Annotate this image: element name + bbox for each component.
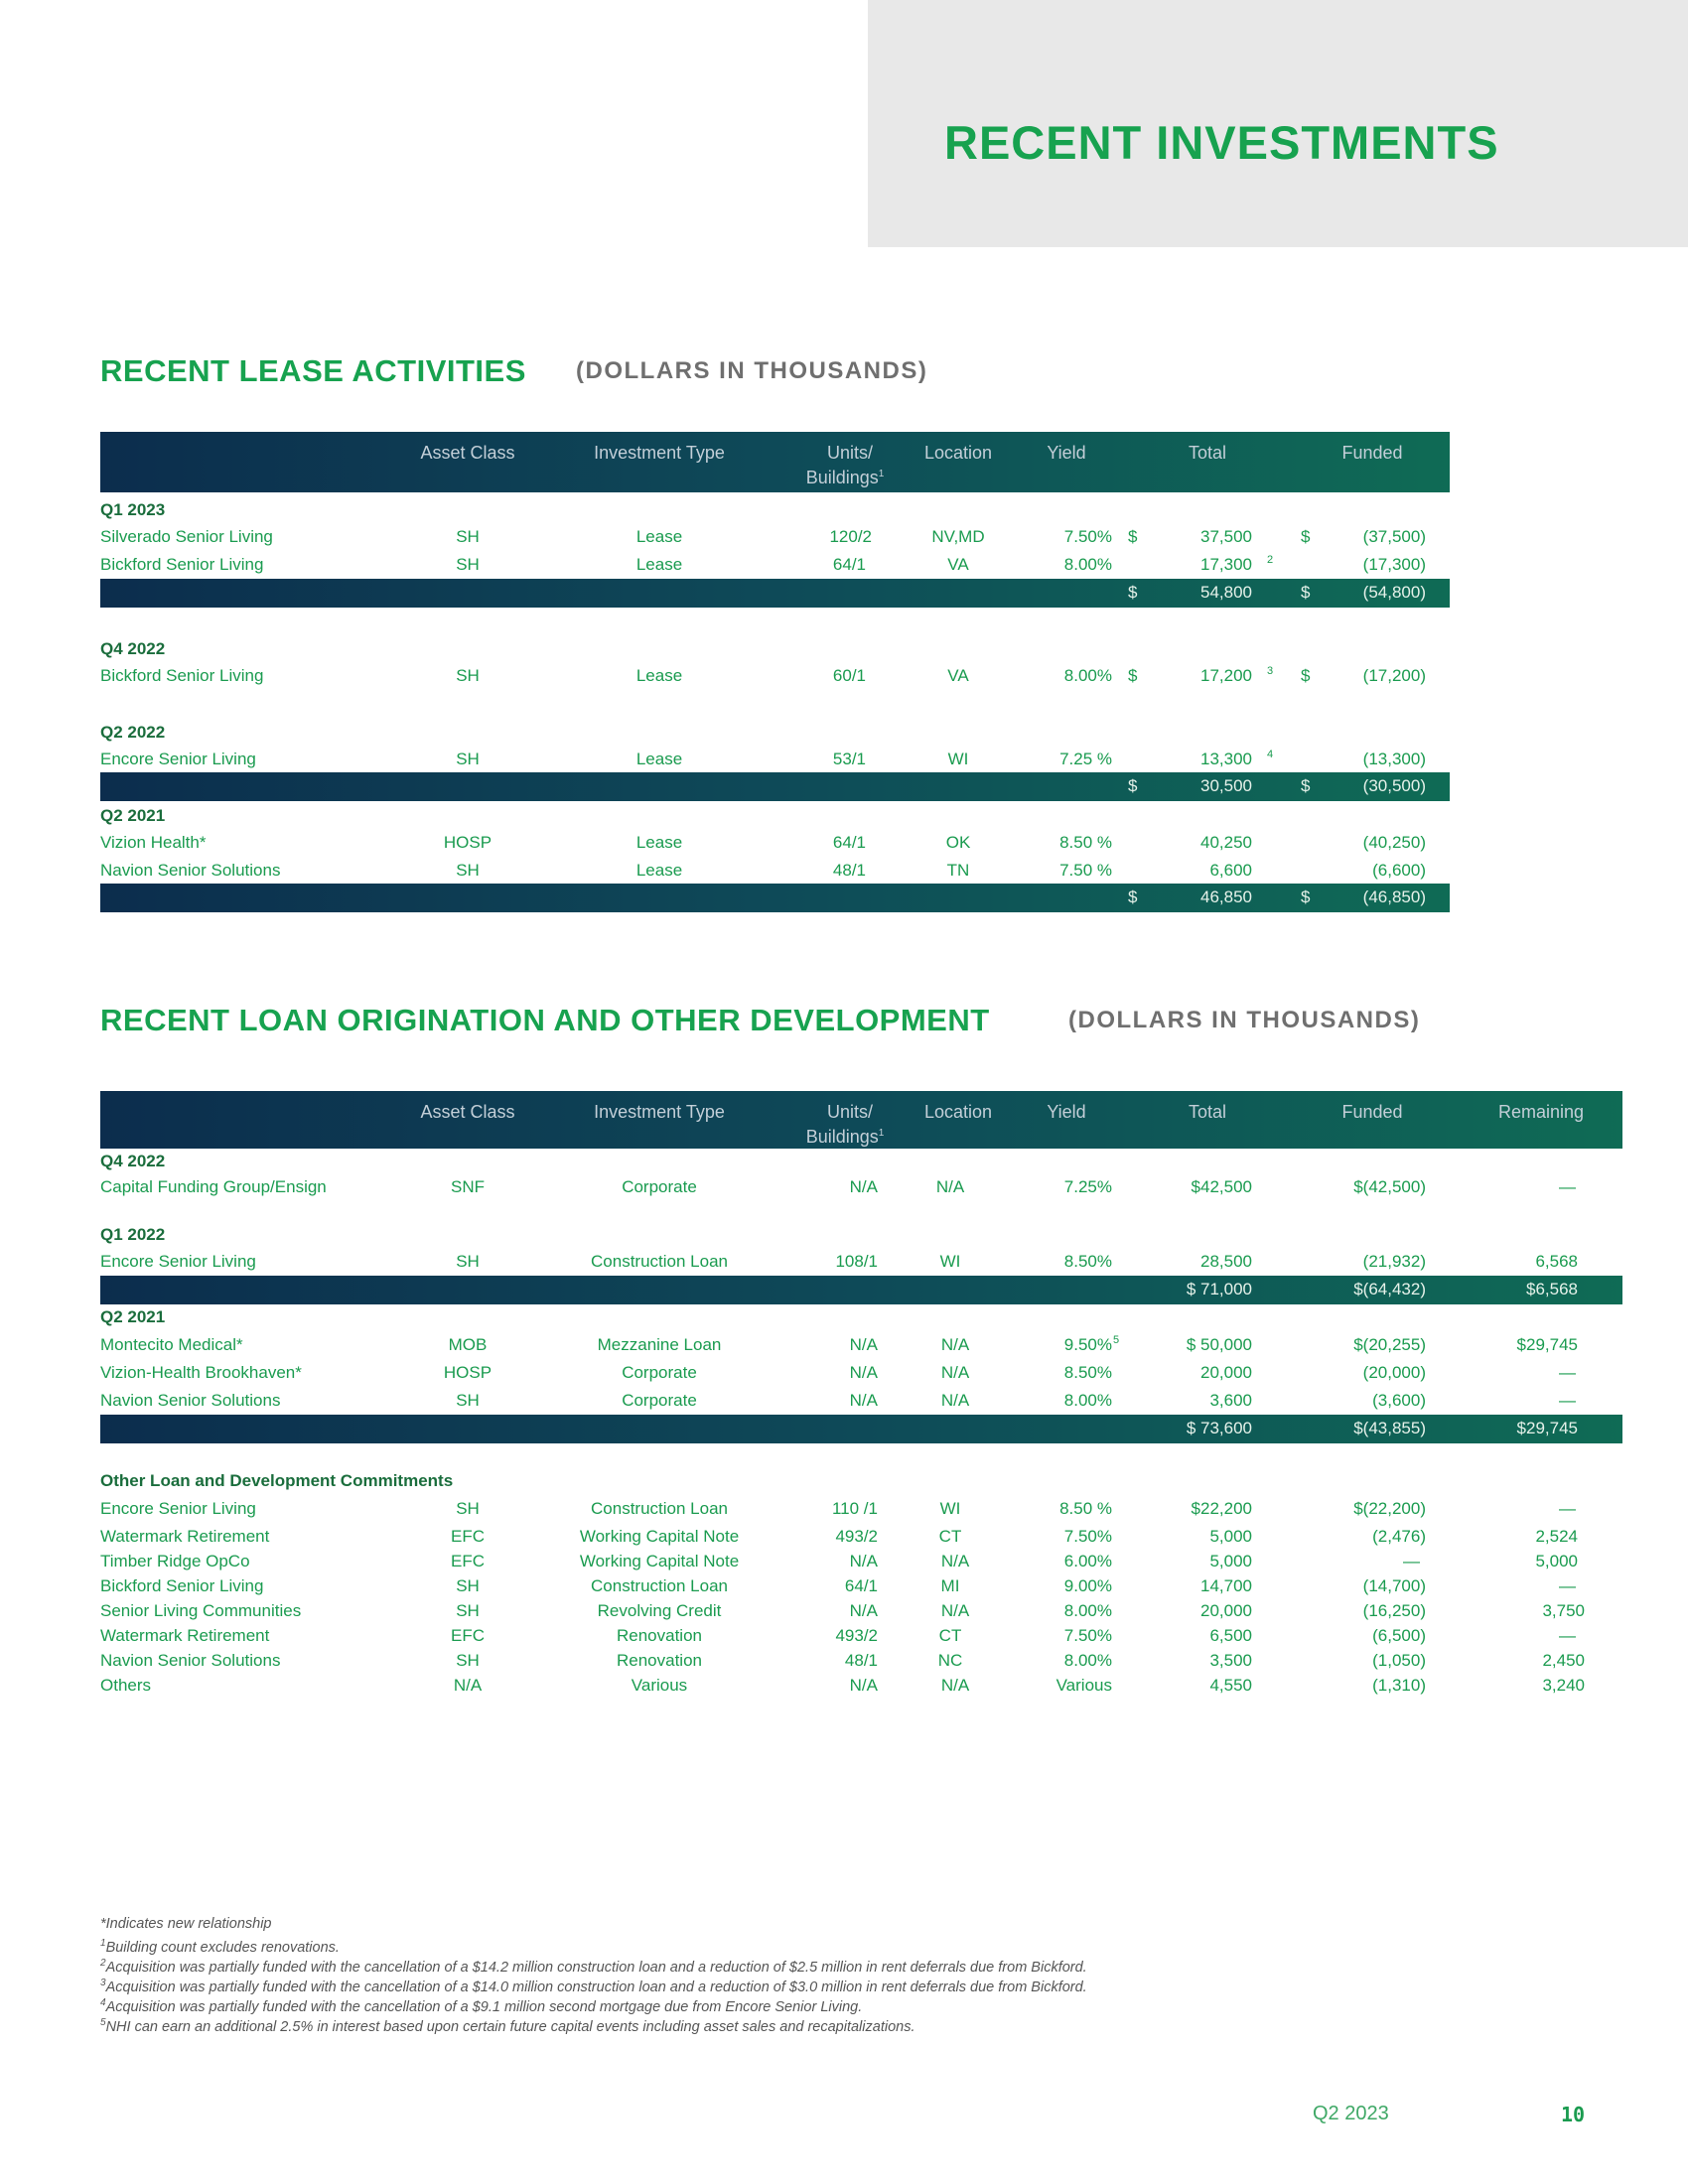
yield: 8.50 % xyxy=(1059,833,1112,852)
remaining: — xyxy=(1559,1626,1576,1645)
location: VA xyxy=(947,666,969,685)
yield: 8.00% xyxy=(1063,1601,1112,1620)
col-buildings: Buildings$^1$ xyxy=(805,1127,885,1147)
units: 493/2 xyxy=(835,1527,878,1546)
group-label: Q4 2022 xyxy=(100,1152,166,1170)
yield: Various xyxy=(1055,1676,1112,1695)
investment-type: Renovation xyxy=(616,1626,703,1645)
yield: 8.00% xyxy=(1063,666,1112,685)
group-label: Q1 2023 xyxy=(100,500,166,519)
company-name: Capital Funding Group/Ensign xyxy=(100,1177,327,1196)
company-name: Senior Living Communities xyxy=(100,1601,302,1620)
location: N/A xyxy=(940,1335,970,1354)
investment-type: Lease xyxy=(635,861,683,880)
funded-currency: $ xyxy=(1301,666,1311,685)
investment-type: Lease xyxy=(635,750,683,768)
subtotal-funded-currency: $ xyxy=(1301,583,1311,602)
subtotal-funded: $(64,432) xyxy=(1353,1280,1426,1298)
investment-type: Lease xyxy=(635,555,683,574)
yield: 7.50 % xyxy=(1059,861,1112,880)
asset-class: MOB xyxy=(448,1335,488,1354)
units: 120/2 xyxy=(829,527,872,546)
col-yield: Yield xyxy=(1047,1102,1086,1122)
asset-class: SH xyxy=(456,1601,480,1620)
total: 3,500 xyxy=(1209,1651,1252,1670)
yield: 9.00% xyxy=(1063,1576,1112,1595)
asset-class: EFC xyxy=(451,1626,485,1645)
lease-section-subtitle: (DOLLARS IN THOUSANDS) xyxy=(576,357,928,384)
remaining: 3,240 xyxy=(1542,1676,1585,1695)
funded: (2,476) xyxy=(1372,1527,1426,1546)
location: WI xyxy=(947,750,969,768)
units: 53/1 xyxy=(832,750,866,768)
remaining: — xyxy=(1559,1391,1576,1410)
total: 17,200 xyxy=(1200,666,1252,685)
total: 6,500 xyxy=(1209,1626,1252,1645)
company-name: Bickford Senior Living xyxy=(100,555,264,574)
subtotal-row xyxy=(100,772,1450,801)
yield: 8.00% xyxy=(1063,1391,1112,1410)
yield: 8.50% xyxy=(1063,1252,1112,1271)
location: N/A xyxy=(935,1177,965,1196)
subtotal-funded-currency: $ xyxy=(1301,776,1311,795)
subtotal-funded: (30,500) xyxy=(1362,776,1426,795)
company-name: Vizion Health* xyxy=(100,833,207,852)
location: N/A xyxy=(940,1391,970,1410)
yield: 7.50% xyxy=(1063,1527,1112,1546)
loan-section-title: RECENT LOAN ORIGINATION AND OTHER DEVELOPMENT xyxy=(100,1003,990,1037)
company-name: Bickford Senior Living xyxy=(100,1576,264,1595)
location: N/A xyxy=(940,1363,970,1382)
footnote: *Indicates new relationship xyxy=(100,1916,272,1932)
subtotal-funded-currency: $ xyxy=(1301,887,1311,906)
footnote: $^2$Acquisition was partially funded with the cancellation of a $14.2 million construction loan and a reduction of $2.5 million in rent deferrals due from Bickford. xyxy=(100,1958,1087,1976)
investment-type: Corporate xyxy=(622,1363,697,1382)
location: TN xyxy=(946,861,970,880)
yield: 6.00% xyxy=(1063,1552,1112,1570)
group-label: Other Loan and Development Commitments xyxy=(100,1471,454,1490)
location: WI xyxy=(939,1252,961,1271)
funded: (16,250) xyxy=(1362,1601,1426,1620)
location: VA xyxy=(947,555,969,574)
yield: 7.50% xyxy=(1063,527,1112,546)
funded: (13,300) xyxy=(1362,750,1426,768)
yield: 8.00% xyxy=(1063,1651,1112,1670)
page-number: 10 xyxy=(1561,2103,1586,2126)
company-name: Navion Senior Solutions xyxy=(100,861,281,880)
total: 5,000 xyxy=(1209,1552,1252,1570)
company-name: Silverado Senior Living xyxy=(100,527,273,546)
total: 6,600 xyxy=(1209,861,1252,880)
funded: (37,500) xyxy=(1362,527,1426,546)
group-label: Q2 2022 xyxy=(100,723,166,742)
group-label: Q2 2021 xyxy=(100,806,166,825)
investment-type: Lease xyxy=(635,527,683,546)
funded: (6,500) xyxy=(1372,1626,1426,1645)
col-buildings: Buildings$^1$ xyxy=(805,468,885,487)
footnote-mark: 5 xyxy=(1113,1334,1120,1346)
footnote-mark: 2 xyxy=(1267,554,1274,566)
col-asset-class: Asset Class xyxy=(420,443,515,463)
location: CT xyxy=(938,1527,962,1546)
company-name: Encore Senior Living xyxy=(100,750,256,768)
funded: (3,600) xyxy=(1372,1391,1426,1410)
asset-class: SH xyxy=(456,1651,480,1670)
total: 28,500 xyxy=(1200,1252,1252,1271)
units: N/A xyxy=(849,1391,878,1410)
footnote: $^5$NHI can earn an additional 2.5% in interest based upon certain future capital events including asset sales and recapitalizations. xyxy=(100,2017,915,2035)
funded: (17,300) xyxy=(1362,555,1426,574)
investment-type: Corporate xyxy=(622,1391,697,1410)
investment-type: Mezzanine Loan xyxy=(597,1335,722,1354)
remaining: 3,750 xyxy=(1542,1601,1585,1620)
subtotal-remaining: $29,745 xyxy=(1516,1419,1578,1437)
loan-section-subtitle: (DOLLARS IN THOUSANDS) xyxy=(1068,1007,1421,1033)
total-currency: $ xyxy=(1128,666,1138,685)
funded: (21,932) xyxy=(1362,1252,1426,1271)
location: NC xyxy=(937,1651,963,1670)
units: N/A xyxy=(849,1335,878,1354)
remaining: 5,000 xyxy=(1535,1552,1578,1570)
group-label: Q2 2021 xyxy=(100,1307,166,1326)
funded: (17,200) xyxy=(1362,666,1426,685)
total: $ 50,000 xyxy=(1186,1335,1252,1354)
remaining: — xyxy=(1559,1499,1576,1518)
footnote: $^4$Acquisition was partially funded with the cancellation of a $9.1 million second mortgage due from Encore Senior Living. xyxy=(100,1997,863,2015)
company-name: Montecito Medical* xyxy=(100,1335,243,1354)
subtotal-funded: (54,800) xyxy=(1362,583,1426,602)
yield: 8.00% xyxy=(1063,555,1112,574)
col-units: Units/ xyxy=(826,1102,874,1122)
asset-class: SNF xyxy=(451,1177,485,1196)
total: 40,250 xyxy=(1200,833,1252,852)
funded: (1,050) xyxy=(1372,1651,1426,1670)
asset-class: SH xyxy=(456,861,480,880)
remaining: 2,524 xyxy=(1535,1527,1578,1546)
company-name: Encore Senior Living xyxy=(100,1499,256,1518)
subtotal-row xyxy=(100,884,1450,912)
yield: 7.25% xyxy=(1063,1177,1112,1196)
subtotal-row xyxy=(100,1276,1622,1304)
funded: (40,250) xyxy=(1362,833,1426,852)
funded: $(22,200) xyxy=(1353,1499,1426,1518)
units: 48/1 xyxy=(844,1651,878,1670)
col-funded: Funded xyxy=(1341,443,1403,463)
investment-type: Corporate xyxy=(622,1177,697,1196)
units: N/A xyxy=(849,1601,878,1620)
col-total: Total xyxy=(1188,1102,1227,1122)
funded: $(20,255) xyxy=(1353,1335,1426,1354)
investment-type: Construction Loan xyxy=(591,1576,728,1595)
funded: — xyxy=(1403,1552,1420,1570)
lease-section-title: RECENT LEASE ACTIVITIES xyxy=(100,353,526,388)
units: 48/1 xyxy=(832,861,866,880)
units: 64/1 xyxy=(844,1576,878,1595)
total-currency: $ xyxy=(1128,527,1138,546)
funded: (6,600) xyxy=(1372,861,1426,880)
subtotal-remaining: $6,568 xyxy=(1526,1280,1578,1298)
company-name: Navion Senior Solutions xyxy=(100,1391,281,1410)
subtotal-total: $ 73,600 xyxy=(1186,1419,1252,1437)
investment-type: Various xyxy=(631,1676,688,1695)
group-label: Q1 2022 xyxy=(100,1225,166,1244)
subtotal-row xyxy=(100,579,1450,608)
remaining: — xyxy=(1559,1363,1576,1382)
total: 14,700 xyxy=(1200,1576,1252,1595)
col-asset-class: Asset Class xyxy=(420,1102,515,1122)
subtotal-total: 54,800 xyxy=(1200,583,1252,602)
total: 17,300 xyxy=(1200,555,1252,574)
asset-class: HOSP xyxy=(443,1363,492,1382)
location: OK xyxy=(945,833,971,852)
col-yield: Yield xyxy=(1047,443,1086,463)
units: N/A xyxy=(849,1676,878,1695)
page-title: RECENT INVESTMENTS xyxy=(944,116,1499,169)
total: 20,000 xyxy=(1200,1601,1252,1620)
company-name: Bickford Senior Living xyxy=(100,666,264,685)
location: NV,MD xyxy=(931,527,985,546)
investment-type: Construction Loan xyxy=(591,1252,728,1271)
company-name: Encore Senior Living xyxy=(100,1252,256,1271)
location: N/A xyxy=(940,1676,970,1695)
investment-type: Construction Loan xyxy=(591,1499,728,1518)
subtotal-total-currency: $ xyxy=(1128,887,1138,906)
units: N/A xyxy=(849,1552,878,1570)
asset-class: EFC xyxy=(451,1552,485,1570)
funded: (20,000) xyxy=(1362,1363,1426,1382)
company-name: Timber Ridge OpCo xyxy=(100,1552,250,1570)
units: 108/1 xyxy=(835,1252,878,1271)
col-location: Location xyxy=(923,443,993,463)
subtotal-funded: $(43,855) xyxy=(1353,1419,1426,1437)
funded-currency: $ xyxy=(1301,527,1311,546)
location: N/A xyxy=(940,1601,970,1620)
loan-table-header xyxy=(100,1091,1622,1149)
units: 493/2 xyxy=(835,1626,878,1645)
asset-class: SH xyxy=(456,750,480,768)
funded: $(42,500) xyxy=(1353,1177,1426,1196)
total: 37,500 xyxy=(1200,527,1252,546)
lease-table-header xyxy=(100,432,1450,492)
asset-class: SH xyxy=(456,666,480,685)
company-name: Watermark Retirement xyxy=(100,1626,270,1645)
remaining: 2,450 xyxy=(1542,1651,1585,1670)
investment-type: Renovation xyxy=(616,1651,703,1670)
col-investment-type: Investment Type xyxy=(594,443,725,463)
remaining: — xyxy=(1559,1576,1576,1595)
footnote-mark: 4 xyxy=(1267,749,1274,760)
asset-class: SH xyxy=(456,527,480,546)
footnote-mark: 3 xyxy=(1267,665,1274,677)
investment-type: Working Capital Note xyxy=(579,1527,740,1546)
asset-class: SH xyxy=(456,1391,480,1410)
subtotal-total-currency: $ xyxy=(1128,583,1138,602)
funded: (1,310) xyxy=(1372,1676,1426,1695)
yield: 7.50% xyxy=(1063,1626,1112,1645)
asset-class: SH xyxy=(456,1252,480,1271)
footnote: $^1$Building count excludes renovations. xyxy=(100,1938,340,1956)
units: N/A xyxy=(849,1177,878,1196)
subtotal-total-currency: $ xyxy=(1128,776,1138,795)
total: 3,600 xyxy=(1209,1391,1252,1410)
group-label: Q4 2022 xyxy=(100,639,166,658)
company-name: Navion Senior Solutions xyxy=(100,1651,281,1670)
asset-class: SH xyxy=(456,1576,480,1595)
company-name: Others xyxy=(100,1676,152,1695)
units: 110 /1 xyxy=(831,1499,878,1518)
yield: 9.50% xyxy=(1063,1335,1112,1354)
yield: 8.50 % xyxy=(1059,1499,1112,1518)
units: 64/1 xyxy=(832,833,866,852)
subtotal-total: 30,500 xyxy=(1200,776,1252,795)
asset-class: HOSP xyxy=(443,833,492,852)
col-remaining: Remaining xyxy=(1497,1102,1585,1122)
yield: 7.25 % xyxy=(1059,750,1112,768)
col-units: Units/ xyxy=(826,443,874,463)
col-total: Total xyxy=(1188,443,1227,463)
units: N/A xyxy=(849,1363,878,1382)
location: CT xyxy=(938,1626,962,1645)
asset-class: EFC xyxy=(451,1527,485,1546)
asset-class: SH xyxy=(456,1499,480,1518)
yield: 8.50% xyxy=(1063,1363,1112,1382)
total: 4,550 xyxy=(1209,1676,1252,1695)
footnote: $^3$Acquisition was partially funded with the cancellation of a $14.0 million construction loan and a reduction of $3.0 million in rent deferrals due from Bickford. xyxy=(100,1978,1087,1995)
company-name: Watermark Retirement xyxy=(100,1527,270,1546)
remaining: $29,745 xyxy=(1516,1335,1578,1354)
col-funded: Funded xyxy=(1341,1102,1403,1122)
total: $42,500 xyxy=(1191,1177,1252,1196)
remaining: — xyxy=(1559,1177,1576,1196)
col-investment-type: Investment Type xyxy=(594,1102,725,1122)
remaining: 6,568 xyxy=(1535,1252,1578,1271)
funded: (14,700) xyxy=(1362,1576,1426,1595)
subtotal-row xyxy=(100,1415,1622,1443)
investment-type: Revolving Credit xyxy=(597,1601,722,1620)
footer-period: Q2 2023 xyxy=(1313,2103,1389,2124)
col-location: Location xyxy=(923,1102,993,1122)
subtotal-funded: (46,850) xyxy=(1362,887,1426,906)
units: 64/1 xyxy=(832,555,866,574)
asset-class: SH xyxy=(456,555,480,574)
investment-type: Working Capital Note xyxy=(579,1552,740,1570)
subtotal-total: $ 71,000 xyxy=(1186,1280,1252,1298)
units: 60/1 xyxy=(832,666,866,685)
investment-type: Lease xyxy=(635,833,683,852)
company-name: Vizion-Health Brookhaven* xyxy=(100,1363,302,1382)
location: MI xyxy=(940,1576,960,1595)
location: N/A xyxy=(940,1552,970,1570)
asset-class: N/A xyxy=(453,1676,483,1695)
total: $22,200 xyxy=(1191,1499,1252,1518)
investment-type: Lease xyxy=(635,666,683,685)
total: 20,000 xyxy=(1200,1363,1252,1382)
total: 5,000 xyxy=(1209,1527,1252,1546)
subtotal-total: 46,850 xyxy=(1200,887,1252,906)
location: WI xyxy=(939,1499,961,1518)
total: 13,300 xyxy=(1200,750,1252,768)
